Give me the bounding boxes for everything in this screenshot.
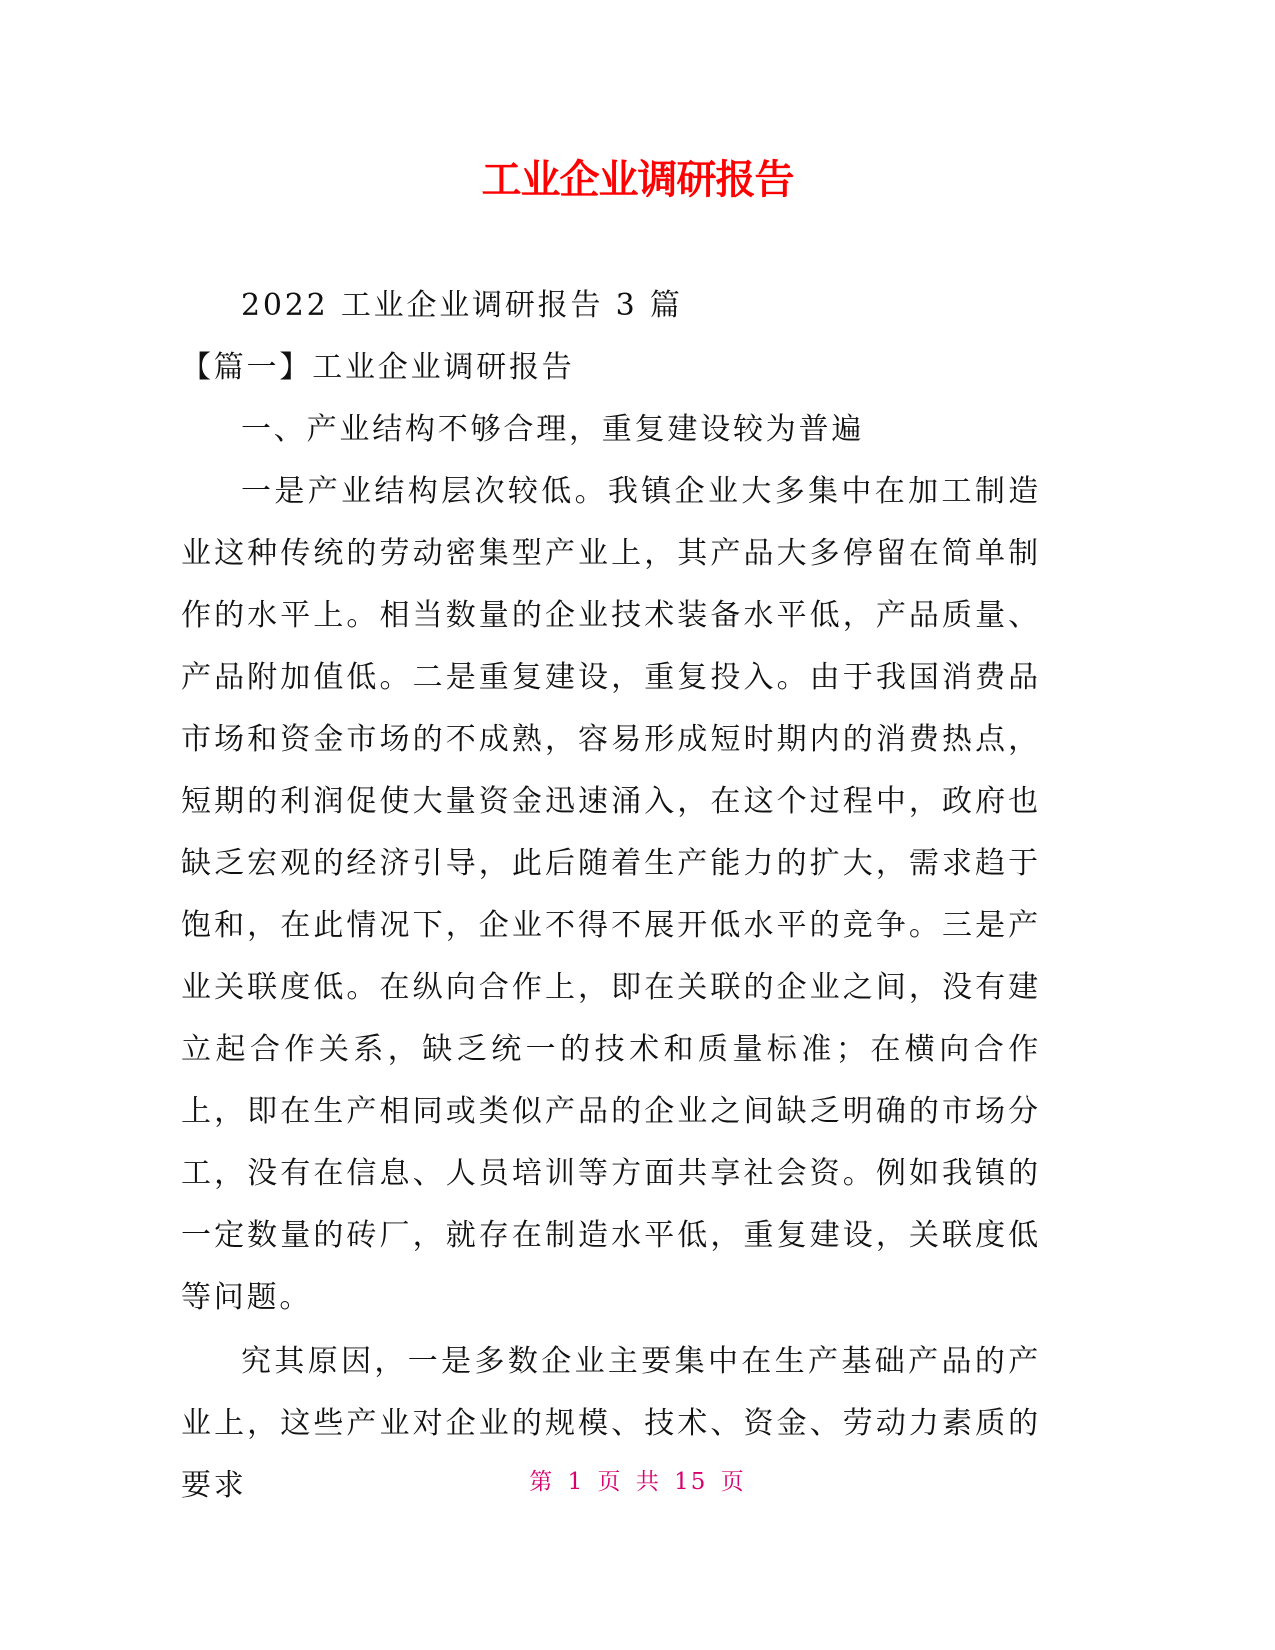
section-heading: 【篇一】工业企业调研报告 xyxy=(181,350,575,385)
page-number-footer: 第 1 页 共 15 页 xyxy=(529,1469,746,1495)
document-subtitle: 2022 工业企业调研报告 3 篇 xyxy=(241,288,683,323)
page-title: 工业企业调研报告 xyxy=(481,157,794,203)
point-heading: 一、产业结构不够合理，重复建设较为普遍 xyxy=(241,412,865,447)
paragraph: 究其原因，一是多数企业主要集中在生产基础产品的产业上，这些产业对企业的规模、技术、资金、劳动力素质的要求 xyxy=(181,1344,1041,1503)
paragraph: 一是产业结构层次较低。我镇企业大多集中在加工制造业这种传统的劳动密集型产业上，其产品大多停留在简单制作的水平上。相当数量的企业技术装备水平低，产品质量、产品附加值低。二是重复建设，重复投入。由于我国消费品市场和资金市场的不成熟，容易形成短时期内的消费热点，短期的利润促使大量资金迅速涌入，在这个过程中，政府也缺乏宏观的经济引导，此后随着生产能力的扩大，需求趋于饱和，在此情况下，企业不得不展开低水平的竞争。三是产业关联度低。在纵向合作上，即在关联的企业之间，没有建立起合作关系，缺乏统一的技术和质量标准；在横向合作上，即在生产相同或类似产品的企业之间缺乏明确的市场分工，没有在信息、人员培训等方面共享社会资。例如我镇的一定数量的砖厂，就存在制造水平低，重复建设，关联度低等问题。 xyxy=(181,474,1041,1315)
document-body xyxy=(181,275,1041,1519)
